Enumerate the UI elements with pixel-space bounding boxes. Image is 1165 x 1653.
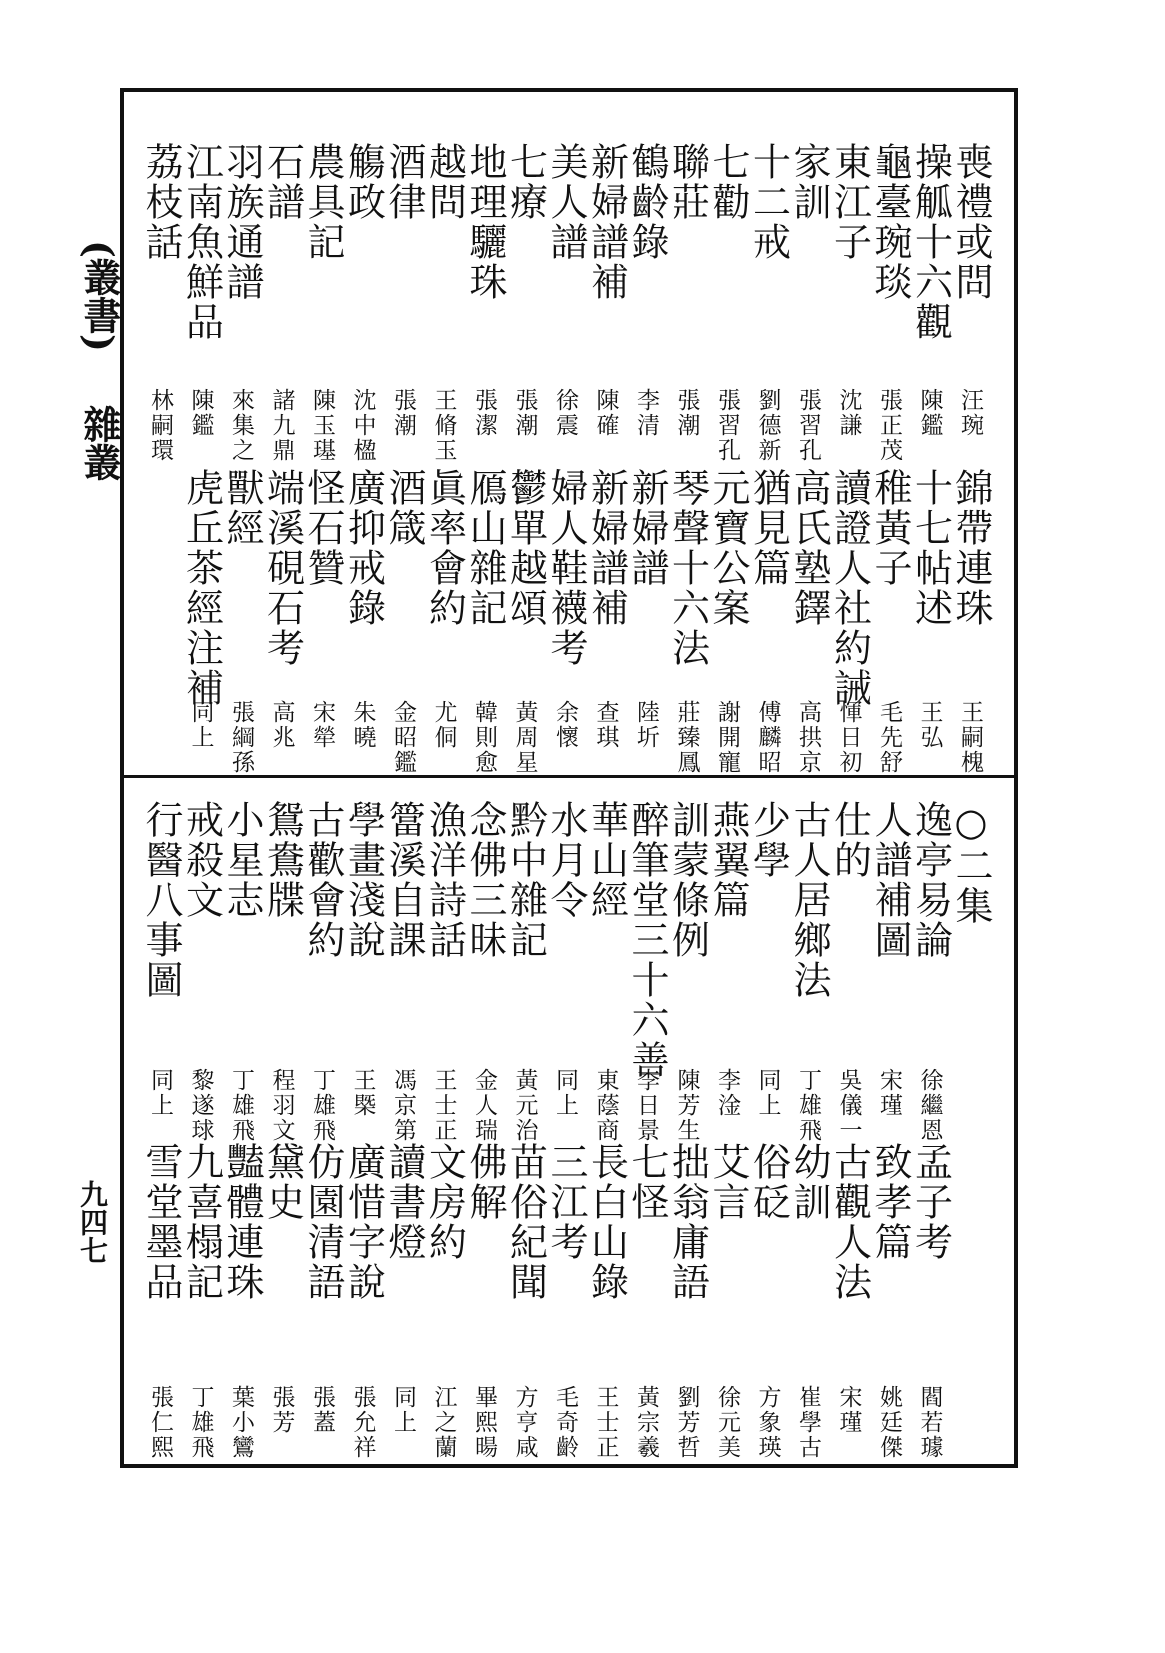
entry-author: 徐元美: [714, 1385, 740, 1460]
entry-title: 操觚十六觀: [908, 142, 953, 342]
entry-author: 同上: [187, 700, 214, 750]
entry-author: 高拱京: [795, 700, 821, 775]
entry-author: 張允祥: [349, 1385, 376, 1460]
entry-title: 三江考: [544, 1142, 588, 1262]
entry-title: 長白山錄: [584, 1142, 629, 1302]
entry-title: 俗砭: [746, 1142, 791, 1222]
entry-title: 新婦譜補: [584, 468, 629, 628]
entry-author: 姚廷傑: [876, 1385, 902, 1460]
entry-title: 羽族通譜: [220, 142, 264, 302]
entry-title: 家訓: [787, 142, 831, 222]
entry-title: 喪禮或問: [949, 142, 993, 302]
entry-title: 華山經: [584, 800, 629, 920]
entry-author: 陸圻: [633, 700, 659, 750]
entry-title: 農具記: [301, 142, 345, 262]
entry-title: 水月令: [544, 800, 588, 920]
entry-author: 余懷: [552, 700, 578, 750]
entry-title: 龜臺琬琰: [868, 142, 912, 302]
entry-author: 宋瑾: [876, 1068, 902, 1118]
entry-title: 稚黃子: [868, 468, 912, 588]
entry-author: 查琪: [592, 700, 619, 750]
entry-author: 沈謙: [835, 388, 862, 438]
entry-author: 陳鑑: [187, 388, 214, 438]
entry-title: 黛史: [260, 1142, 305, 1222]
entry-author: 丁雄飛: [187, 1385, 214, 1460]
entry-author: 方象瑛: [754, 1385, 781, 1460]
entry-author: 黎遂球: [187, 1068, 214, 1143]
entry-title: 十二戒: [746, 142, 791, 262]
entry-title: 東江子: [827, 142, 872, 262]
entry-title: 苗俗紀聞: [503, 1142, 548, 1302]
entry-title: 訓蒙條例: [665, 800, 710, 960]
entry-title: 讀書燈: [382, 1142, 426, 1262]
entry-author: 丁雄飛: [309, 1068, 335, 1143]
entry-author: 李日景: [633, 1068, 659, 1143]
entry-title: 古歡會約: [301, 800, 345, 960]
entry-title: 雪堂墨品: [139, 1142, 183, 1302]
entry-title: 七療: [503, 142, 548, 222]
entry-title: 鬱單越頌: [503, 468, 548, 628]
entry-author: 張正茂: [876, 388, 902, 463]
entry-author: 王脩玉: [430, 388, 457, 463]
entry-author: 張習孔: [795, 388, 821, 463]
entry-author: 丁雄飛: [228, 1068, 254, 1143]
entry-author: 張習孔: [714, 388, 740, 463]
entry-title: 虎丘茶經注補: [179, 468, 224, 708]
entry-author: 李淦: [714, 1068, 740, 1118]
entry-title: 學畫淺說: [341, 800, 386, 960]
entry-author: 張芳: [268, 1385, 295, 1435]
entry-title: 新婦譜: [625, 468, 669, 588]
entry-title: 孟子考: [908, 1142, 953, 1262]
entry-author: 劉芳哲: [673, 1385, 700, 1460]
entry-title: 簹溪自課: [382, 800, 426, 960]
entry-title: 酒箴: [382, 468, 426, 548]
entry-title: 廣惜字說: [341, 1142, 386, 1302]
entry-author: 陳確: [592, 388, 619, 438]
entry-author: 同上: [552, 1068, 578, 1118]
entry-author: 陳芳生: [673, 1068, 700, 1143]
entry-author: 沈中楹: [349, 388, 376, 463]
entry-author: 黃宗羲: [633, 1385, 659, 1460]
entry-author: 傅麟昭: [754, 700, 781, 775]
entry-title: 七勸: [706, 142, 750, 222]
entry-title: 醉筆堂三十六善: [625, 800, 669, 1080]
entry-title: ○二集: [949, 800, 993, 926]
entry-title: 怪石贊: [301, 468, 345, 588]
entry-author: 惲日初: [835, 700, 862, 775]
entry-author: 朱曉: [349, 700, 376, 750]
entry-title: 七怪: [625, 1142, 669, 1222]
entry-title: 念佛三昧: [463, 800, 507, 960]
entry-title: 黔中雜記: [503, 800, 548, 960]
entry-title: 廣抑戒錄: [341, 468, 386, 628]
entry-title: 幼訓: [787, 1142, 831, 1222]
entry-title: 端溪硯石考: [260, 468, 305, 668]
entry-author: 張仁熙: [147, 1385, 173, 1460]
page-number: 九四七: [76, 1180, 109, 1264]
section-divider: [124, 775, 1014, 778]
entry-title: 行醫八事圖: [139, 800, 183, 1000]
entry-author: 同上: [390, 1385, 416, 1435]
entry-title: 眞率會約: [422, 468, 467, 628]
entry-author: 王嗣槐: [957, 700, 983, 775]
entry-title: 艾言: [706, 1142, 750, 1222]
entry-title: 文房約: [422, 1142, 467, 1262]
entry-title: 仕的: [827, 800, 872, 880]
entry-author: 汪琬: [957, 388, 983, 438]
entry-author: 東蔭商: [592, 1068, 619, 1143]
entry-author: 徐繼恩: [916, 1068, 943, 1143]
entry-title: 豔體連珠: [220, 1142, 264, 1302]
entry-author: 來集之: [228, 388, 254, 463]
entry-author: 金人瑞: [471, 1068, 497, 1143]
entry-author: 方亨咸: [511, 1385, 538, 1460]
entry-author: 陳鑑: [916, 388, 943, 438]
entry-title: 觴政: [341, 142, 386, 222]
entry-author: 閻若璩: [916, 1385, 943, 1460]
entry-title: 猶見篇: [746, 468, 791, 588]
entry-title: 小星志: [220, 800, 264, 920]
entry-title: 古人居鄉法: [787, 800, 831, 1000]
entry-title: 致孝篇: [868, 1142, 912, 1262]
entry-title: 鴈山雜記: [463, 468, 507, 628]
entry-title: 錦帶連珠: [949, 468, 993, 628]
entry-author: 同上: [147, 1068, 173, 1118]
entry-title: 九喜榻記: [179, 1142, 224, 1302]
entry-title: 拙翁庸語: [665, 1142, 710, 1302]
entry-title: 少學: [746, 800, 791, 880]
entry-title: 琴聲十六法: [665, 468, 710, 668]
entry-author: 黃元治: [511, 1068, 538, 1143]
entry-author: 金昭鑑: [390, 700, 416, 775]
entry-title: 越問: [422, 142, 467, 222]
entry-title: 高氏塾鐸: [787, 468, 831, 628]
entry-title: 婦人鞋襪考: [544, 468, 588, 668]
entry-title: 鴛鴦牒: [260, 800, 305, 920]
entry-author: 李清: [633, 388, 659, 438]
entry-author: 葉小鸞: [228, 1385, 254, 1460]
entry-author: 吳儀一: [835, 1068, 862, 1143]
entry-author: 王士正: [592, 1385, 619, 1460]
entry-author: 宋瑾: [835, 1385, 862, 1435]
entry-author: 劉德新: [754, 388, 781, 463]
entry-title: 燕翼篇: [706, 800, 750, 920]
entry-title: 逸亭易論: [908, 800, 953, 960]
entry-author: 崔學古: [795, 1385, 821, 1460]
entry-title: 讀證人社約誡: [827, 468, 872, 708]
entry-author: 張潔: [471, 388, 497, 438]
entry-title: 地理驪珠: [463, 142, 507, 302]
entry-author: 程羽文: [268, 1068, 295, 1143]
margin-series: (叢書): [77, 240, 122, 352]
entry-author: 丁雄飛: [795, 1068, 821, 1143]
entry-title: 聯莊: [665, 142, 710, 222]
entry-title: 佛解: [463, 1142, 507, 1222]
entry-author: 尤侗: [430, 700, 457, 750]
entry-title: 酒律: [382, 142, 426, 222]
entry-title: 元寶公案: [706, 468, 750, 628]
entry-title: 仿園清語: [301, 1142, 345, 1302]
entry-author: 張潮: [673, 388, 700, 438]
entry-author: 莊臻鳳: [673, 700, 700, 775]
entry-author: 高兆: [268, 700, 295, 750]
entry-author: 毛先舒: [876, 700, 902, 775]
entry-author: 黃周星: [511, 700, 538, 775]
entry-title: 十七帖述: [908, 468, 953, 628]
entry-author: 韓則愈: [471, 700, 497, 775]
entry-author: 宋犖: [309, 700, 335, 750]
margin-section: 雜叢: [77, 405, 122, 481]
entry-author: 同上: [754, 1068, 781, 1118]
entry-title: 美人譜: [544, 142, 588, 262]
entry-author: 徐震: [552, 388, 578, 438]
entry-title: 新婦譜補: [584, 142, 629, 302]
entry-author: 諸九鼎: [268, 388, 295, 463]
entry-author: 王槩: [349, 1068, 376, 1118]
entry-author: 江之蘭: [430, 1385, 457, 1460]
entry-title: 獸經: [220, 468, 264, 548]
entry-author: 張潮: [511, 388, 538, 438]
entry-title: 古觀人法: [827, 1142, 872, 1302]
entry-author: 毛奇齡: [552, 1385, 578, 1460]
entry-title: 漁洋詩話: [422, 800, 467, 960]
entry-author: 馮京第: [390, 1068, 416, 1143]
entry-author: 王士正: [430, 1068, 457, 1143]
entry-author: 陳玉璂: [309, 388, 335, 463]
entry-title: 江南魚鮮品: [179, 142, 224, 342]
entry-title: 人譜補圖: [868, 800, 912, 960]
entry-author: 林嗣環: [147, 388, 173, 463]
entry-author: 畢熙暘: [471, 1385, 497, 1460]
entry-title: 石譜: [260, 142, 305, 222]
entry-author: 謝開寵: [714, 700, 740, 775]
entry-author: 王弘: [916, 700, 943, 750]
entry-title: 鶴齡錄: [625, 142, 669, 262]
entry-author: 張潮: [390, 388, 416, 438]
entry-author: 張蓋: [309, 1385, 335, 1435]
entry-title: 荔枝話: [139, 142, 183, 262]
entry-title: 戒殺文: [179, 800, 224, 920]
entry-author: 張綱孫: [228, 700, 254, 775]
